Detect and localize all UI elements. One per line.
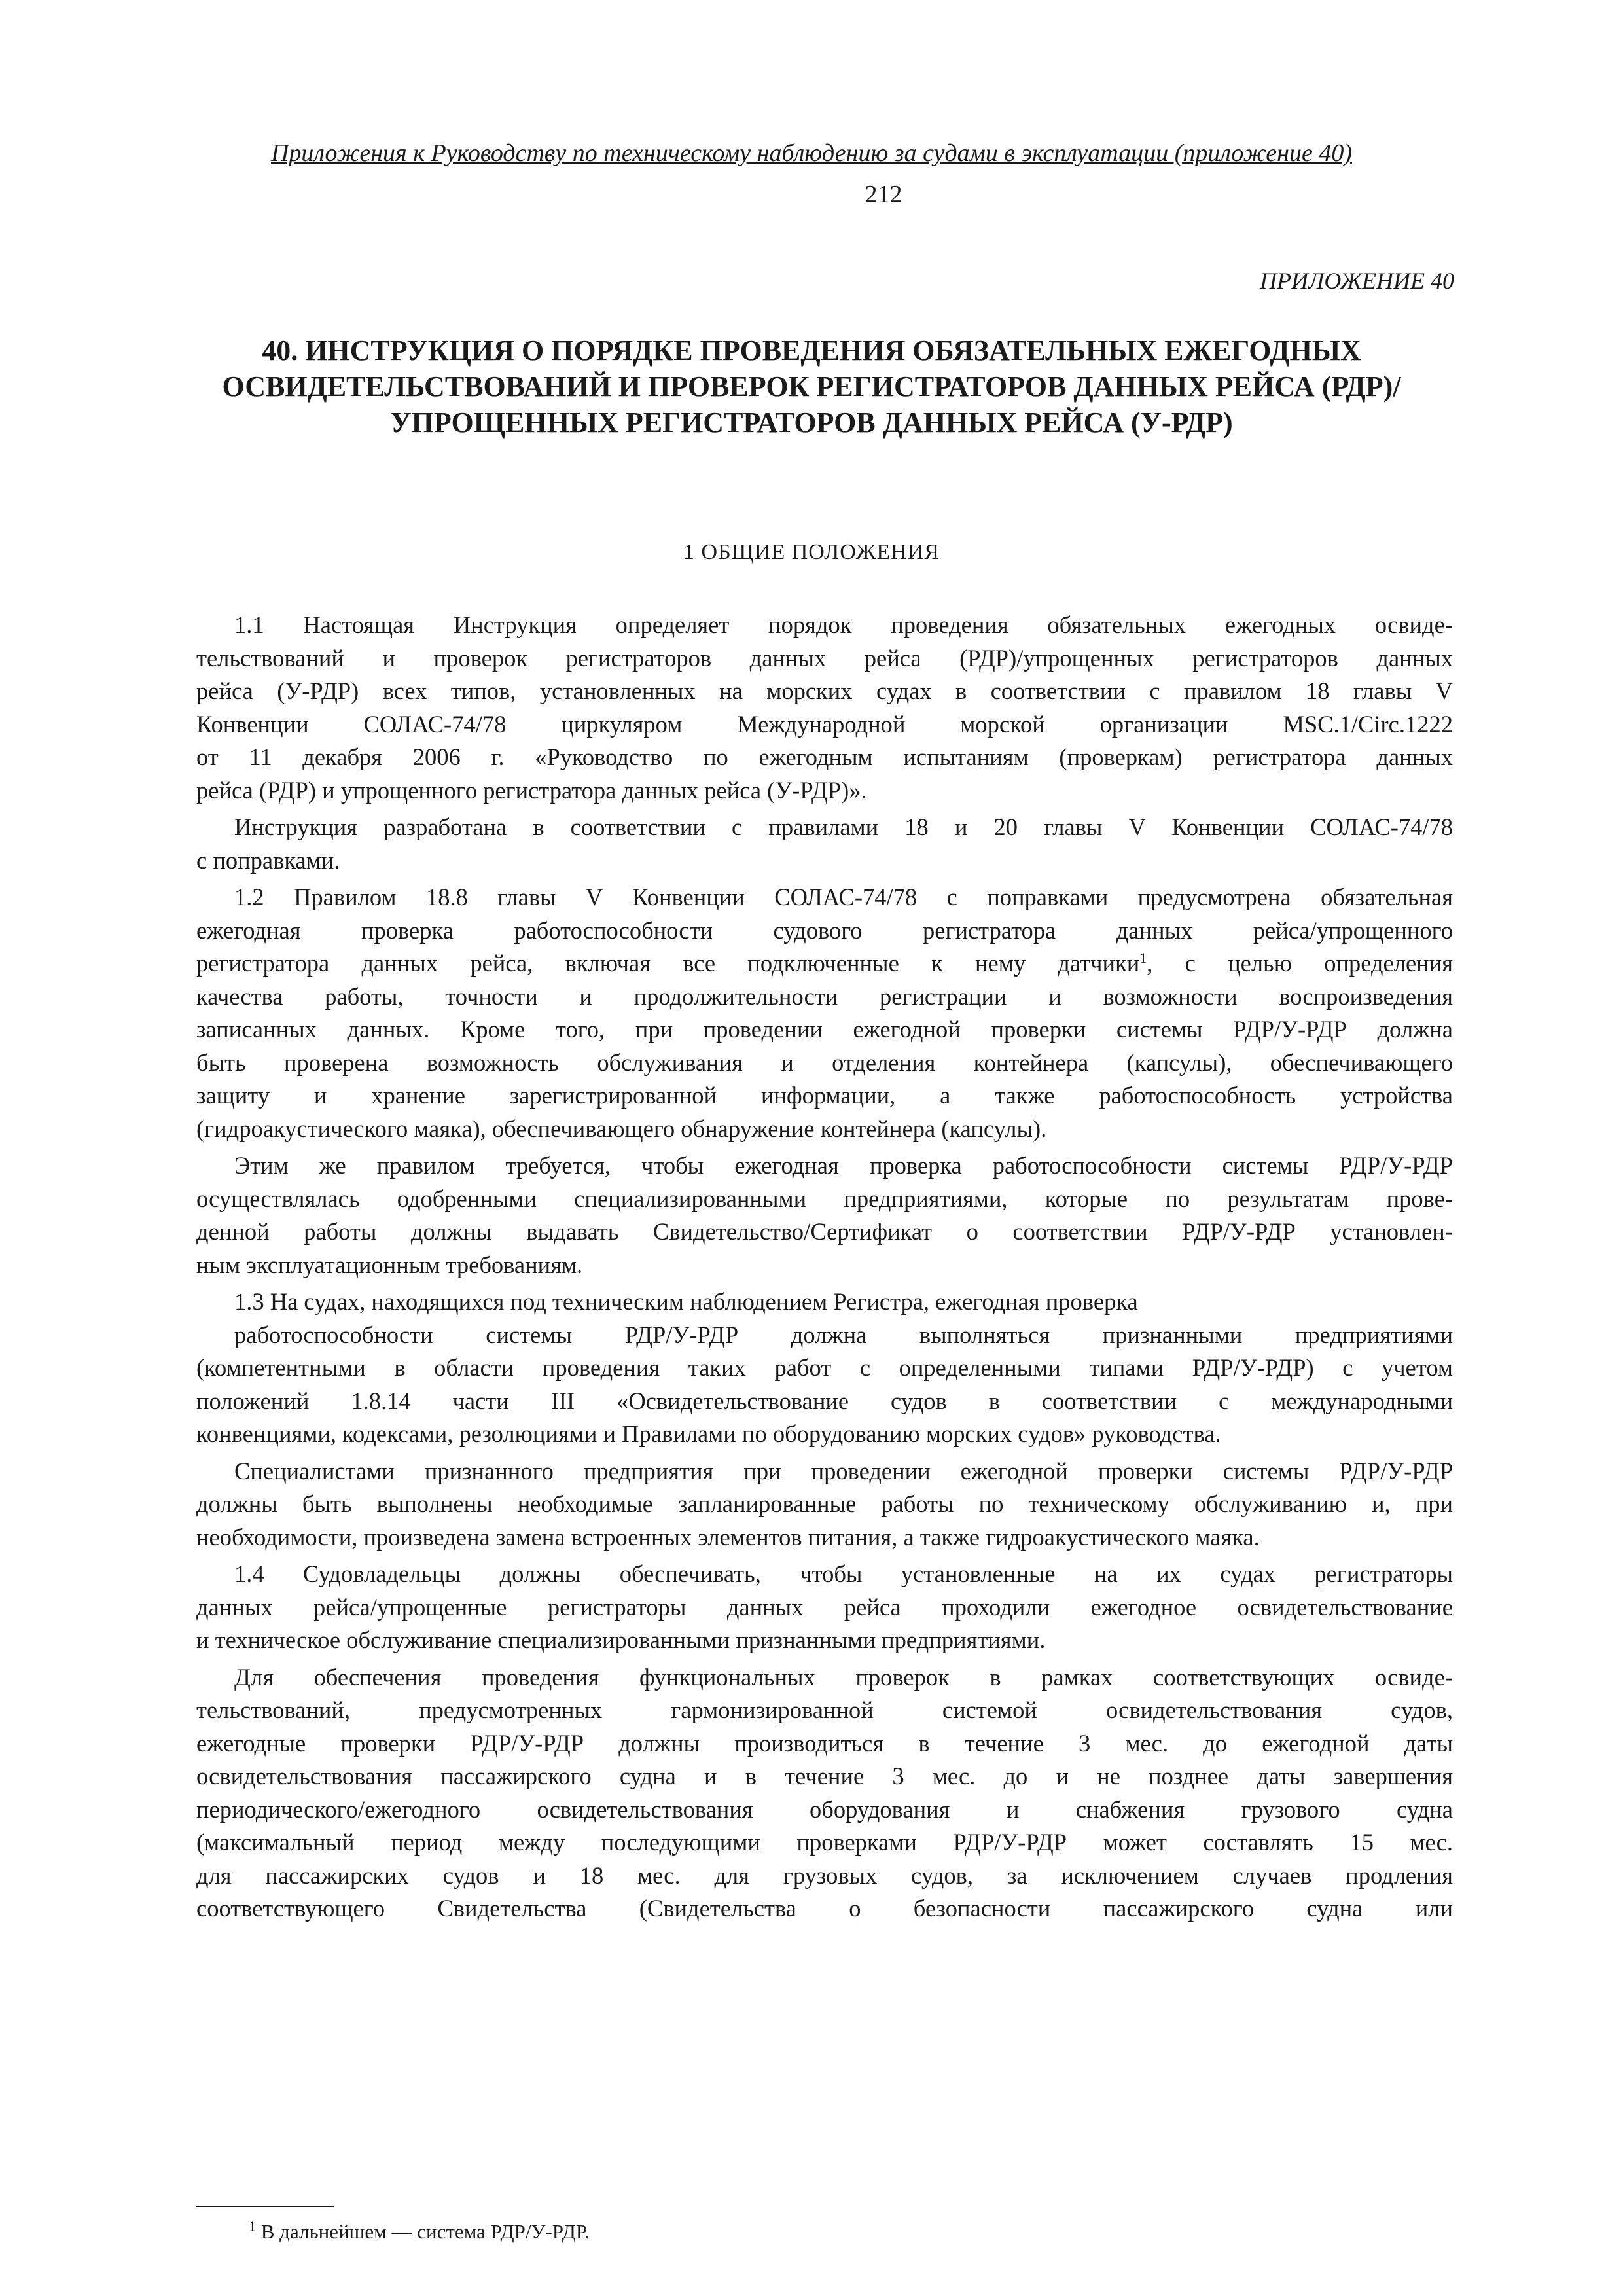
page-number: 212 bbox=[865, 181, 902, 208]
title-line: 40. ИНСТРУКЦИЯ О ПОРЯДКЕ ПРОВЕДЕНИЯ ОБЯЗАТЕЛЬНЫХ ЕЖЕГОДНЫХ bbox=[262, 334, 1361, 367]
paragraph-1-3: 1.3 На судах, находящихся под техническим наблюдением Регистра, ежегодная проверка работоспособности системы РДР/У-РДР должна выполняться признанными предприятиями (компетентными в области проведения таких работ с определенными типами РДР/У-РДР) с учетом положений 1.8.14 части III «Освидетельствование судов в соответствии с международными конвенциями, кодексами, резолюциями и Правилами по оборудованию морских судов» руководства. bbox=[196, 1288, 1453, 1447]
title-line: ОСВИДЕТЕЛЬСТВОВАНИЙ И ПРОВЕРОК РЕГИСТРАТОРОВ ДАННЫХ РЕЙСА (РДР)/ bbox=[222, 370, 1401, 403]
appendix-label: ПРИЛОЖЕНИЕ 40 bbox=[1260, 268, 1454, 294]
body-text bbox=[196, 609, 1453, 1929]
paragraph-1-1: 1.1 Настоящая Инструкция определяет порядок проведения обязательных ежегодных освиде- тельствований и проверок регистраторов данных рейса (РДР)/упрощенных регистраторов данных рейса (У-РДР) всех типов, установленных на морских судах в соответствии с правилом 18 главы V Конвенции СОЛАС-74/78 циркуляром Международной морской организации MSC.1/Circ.1222 от 11 декабря 2006 г. «Руководство по ежегодным испытаниям (проверкам) регистратора данных рейса (РДР) и упрощенного регистратора данных рейса (У-РДР)». bbox=[196, 611, 1453, 804]
paragraph-1-4-cont: Для обеспечения проведения функциональных проверок в рамках соответствующих освиде- тельствований, предусмотренных гармонизированной системой освидетельствования судов, ежегодные проверки РДР/У-РДР должны производиться в течение 3 мес. до ежегодной даты освидетельствования пассажирского судна и в течение 3 мес. до и не позднее даты завершения периодического/ежегодного освидетельствования оборудования и снабжения грузового судна (максимальный период между последующими проверками РДР/У-РДР может составлять 15 мес. для пассажирских судов и 18 мес. для грузовых судов, за исключением случаев продления соответствующего Свидетельства (Свидетельства о безопасности пассажирского судна или bbox=[196, 1663, 1453, 1922]
footnote-ref: 1 bbox=[1139, 949, 1147, 966]
paragraph-1-4: 1.4 Судовладельцы должны обеспечивать, чтобы установленные на их судах регистраторы данных рейса/упрощенные регистраторы данных рейса проходили ежегодное освидетельствование и техническое обслуживание специализированными признанными предприятиями. bbox=[196, 1560, 1453, 1653]
footnote-divider bbox=[196, 2206, 334, 2207]
running-header: Приложения к Руководству по техническому наблюдению за судами в эксплуатации (приложение 40) bbox=[270, 139, 1353, 167]
title-line: УПРОЩЕННЫХ РЕГИСТРАТОРОВ ДАННЫХ РЕЙСА (У-РДР) bbox=[390, 406, 1233, 439]
paragraph-1-2: 1.2 Правилом 18.8 главы V Конвенции СОЛАС-74/78 с поправками предусмотрена обязательная ежегодная проверка работоспособности судового регистратора данных рейса/упрощенного регистратора данных рейса, включая все подключенные к нему датчики$^1$, с целью определения качества работы, точности и продолжительности регистрации и возможности воспроизведения записанных данных. Кроме того, при проведении ежегодной проверки системы РДР/У-РДР должна быть проверена возможность обслуживания и отделения контейнера (капсулы), обеспечивающего защиту и хранение зарегистрированной информации, а также работоспособность устройства (гидроакустического маяка), обеспечивающего обнаружение контейнера (капсулы). bbox=[196, 884, 1454, 1142]
footnote-text: В дальнейшем — система РДР/У-РДР. bbox=[256, 2220, 590, 2243]
section-heading: 1 ОБЩИЕ ПОЛОЖЕНИЯ bbox=[683, 540, 940, 564]
paragraph-1-3-cont: Специалистами признанного предприятия при проведении ежегодной проверки системы РДР/У-РДР должны быть выполнены необходимые запланированные работы по техническому обслуживанию и, при необходимости, произведена замена встроенных элементов питания, а также гидроакустического маяка. bbox=[196, 1457, 1453, 1551]
paragraph-1-2-cont: Этим же правилом требуется, чтобы ежегодная проверка работоспособности системы РДР/У-РДР осуществлялась одобренными специализированными предприятиями, которые по результатам прове- денной работы должны выдавать Свидетельство/Сертификат о соответствии РДР/У-РДР установлен- ным эксплуатационным требованиям. bbox=[196, 1152, 1453, 1278]
footnote bbox=[249, 2217, 590, 2244]
paragraph-1-1-cont: Инструкция разработана в соответствии с правилами 18 и 20 главы V Конвенции СОЛАС-74/78 с поправками. bbox=[196, 814, 1453, 874]
document-title bbox=[170, 332, 1453, 440]
footnote-marker: 1 bbox=[249, 2217, 256, 2234]
